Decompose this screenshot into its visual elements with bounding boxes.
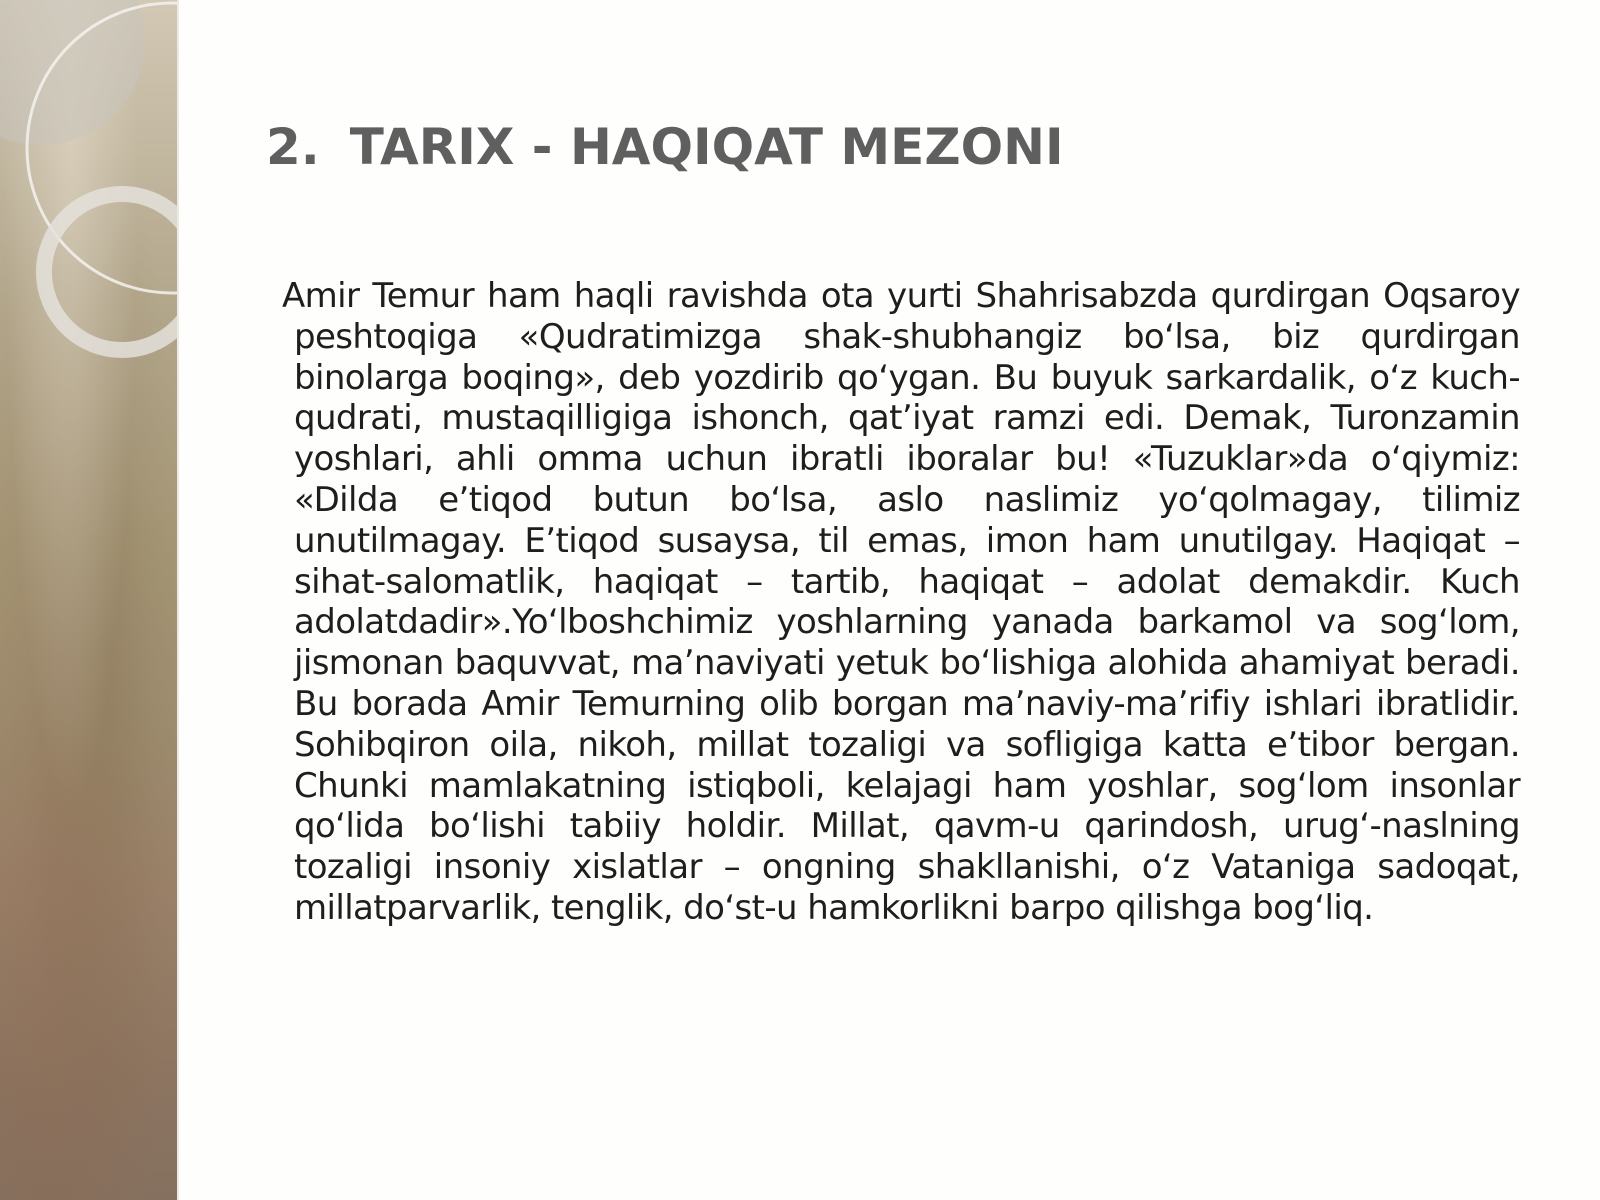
decorative-side-panel bbox=[0, 0, 177, 1200]
top-filled-circle bbox=[0, 0, 145, 145]
thick-ring-circle bbox=[44, 194, 177, 350]
panel-divider bbox=[177, 0, 179, 1200]
body-paragraph: Amir Temur ham haqli ravishda ota yurti Shahrisabzda qurdirgan Oqsaroy peshtoqiga «Qudratimizga shak-shubhangiz bo‘lsa, biz qurdirgan binolarga boqing», deb yozdirib qo‘ygan. Bu buyuk sarkardalik, o‘z kuch-qudrati, mustaqilligiga ishonch, qat’iyat ramzi edi. Demak, Turonzamin yoshlari, ahli omma uchun ibratli iboralar bu! «Tuzuklar»da o‘qiymiz: «Dilda e’tiqod butun bo‘lsa, aslo naslimiz yo‘qolmagay, tilimiz unutilmagay. E’tiqod susaysa, til emas, imon ham unutilgay. Haqiqat – sihat-salomatlik, haqiqat – tartib, haqiqat – adolat demakdir. Kuch adolatdadir».Yo‘lboshchimiz yoshlarning yanada barkamol va sog‘lom, jismonan baquvvat, ma’naviyati yetuk bo‘lishiga alohida ahamiyat beradi. Bu borada Amir Temurning olib borgan ma’naviy-ma’rifiy ishlari ibratlidir. Sohibqiron oila, nikoh, millat tozaligi va sofligiga katta e’tibor bergan. Chunki mamlakatning istiqboli, kelajagi ham yoshlar, sog‘lom insonlar qo‘lida bo‘lishi tabiiy holdir. Millat, qavm-u qarindosh, urug‘-naslning tozaligi insoniy xislatlar – ongning shakllanishi, o‘z Vataniga sadoqat, millatparvarlik, tenglik, do‘st-u hamkorlikni barpo qilishga bog‘liq. bbox=[282, 276, 1520, 928]
title-number: 2. bbox=[266, 118, 320, 176]
decorative-circles bbox=[0, 0, 177, 1200]
title-text: TARIX - HAQIQAT MEZONI bbox=[349, 118, 1064, 176]
slide-title bbox=[266, 118, 1064, 176]
